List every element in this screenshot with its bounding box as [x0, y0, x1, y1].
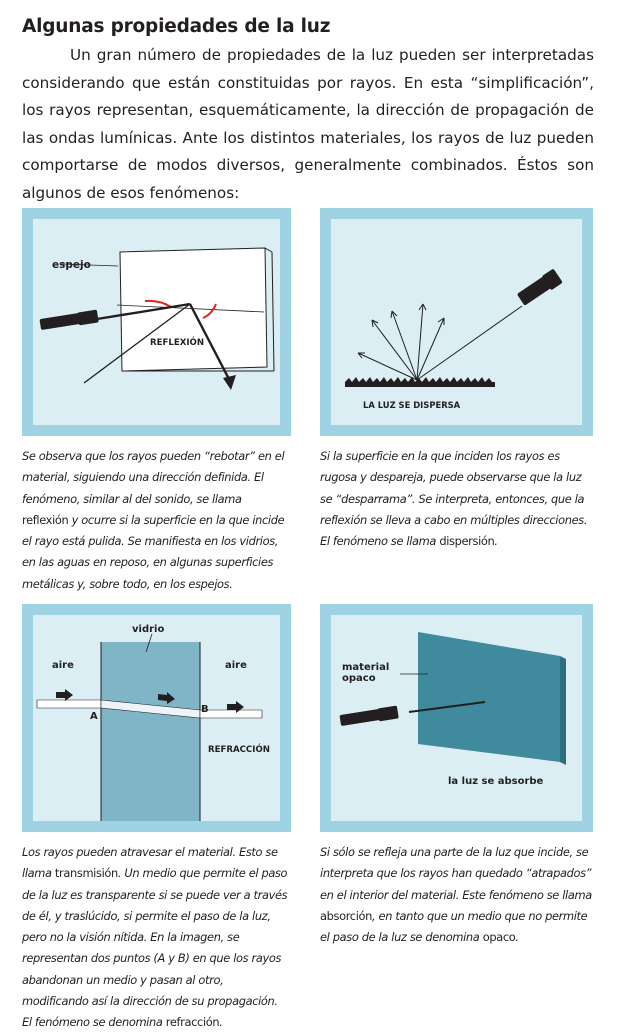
glass-label: vidrio — [132, 624, 165, 635]
dispersion-label: LA LUZ SE DISPERSA — [363, 400, 461, 410]
reflection-caption: Se observa que los rayos pueden “rebotar” en el material, siguiendo una dirección definida. El fenómeno, similar al del sonido, se llama reflexión y ocurre si la superficie en la que incide el rayo está pulida. Se manifiesta en los vidrios, en las aguas en reposo, en algunas superficies metálicas y, sobre todo, en los espejos. — [22, 449, 285, 591]
refraction-label: REFRACCIÓN — [208, 745, 270, 755]
absorption-caption: Si sólo se refleja una parte de la luz que incide, se interpreta que los rayos han quedado “atrapados” en el interior del material. Este fenómeno se llama absorción, en tanto que un medio que no permite el paso de la luz se denomina opaco. — [320, 845, 592, 945]
intro-paragraph: Un gran número de propiedades de la luz pueden ser interpretadas considerando que están constituidas por rayos. En esta “simplificación”, los rayos representan, esquemáticamente, la dirección de propagación de las ondas lumínicas. Ante los distintos materiales, los rayos de luz pueden comportarse de modos diversos, generalmente combinados. Éstos son algunos de esos fenómenos: — [22, 46, 594, 202]
mirror-label: espejo — [52, 259, 91, 271]
opaque-label: opaco — [342, 673, 376, 684]
refraction-figure — [22, 604, 291, 832]
air-left-label: aire — [52, 660, 74, 671]
reflection-figure — [22, 208, 291, 436]
absorption-figure — [320, 604, 593, 832]
refraction-caption: Los rayos pueden atravesar el material. Esto se llama transmisión. Un medio que permite el paso de la luz es transparente si se puede ver a través de él, y traslúcido, si permite el paso de la luz, pero no la visión nítida. En la imagen, se representan dos puntos (A y B) en que los rayos abandonan un medio y pasan al otro, modificando así la dirección de su propagación. El fenómeno se denomina refracción. — [22, 845, 288, 1030]
reflection-label: REFLEXIÓN — [150, 338, 205, 348]
absorption-label: la luz se absorbe — [448, 776, 544, 787]
dispersion-figure — [320, 208, 593, 436]
dispersion-caption: Si la superficie en la que inciden los rayos es rugosa y despareja, puede observarse que la luz se “desparrama”. Se interpreta, entonces, que la reflexión se lleva a cabo en múltiples direcciones. El fenómeno se llama dispersión. — [320, 449, 588, 549]
air-right-label: aire — [225, 660, 247, 671]
material-label: material — [342, 662, 390, 673]
point-a-label: A — [90, 711, 98, 722]
page-title: Algunas propiedades de la luz — [22, 16, 331, 37]
point-b-label: B — [201, 704, 209, 715]
